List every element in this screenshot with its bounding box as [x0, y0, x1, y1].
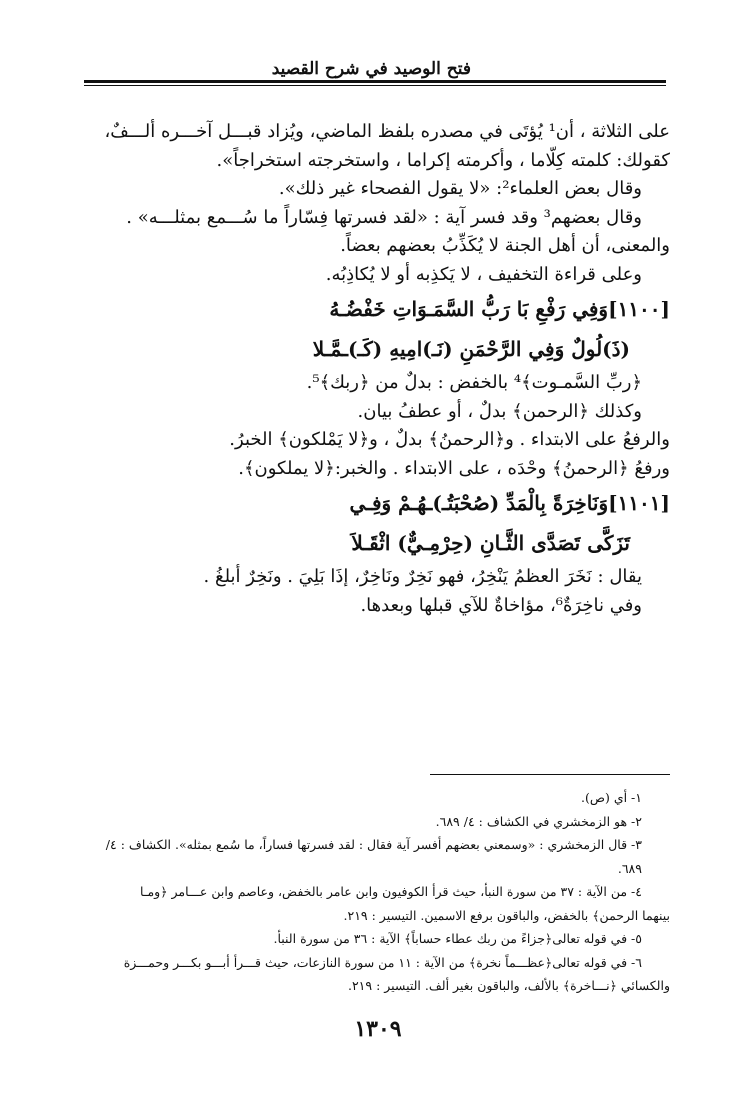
page-number: ١٣٠٩ [354, 1016, 402, 1042]
running-header [84, 58, 666, 88]
commentary-line: ورفعُ ﴿الرحمنُ﴾ وحْدَه ، على الابتداء . والخبر:﴿لا يملكون﴾. [238, 457, 670, 479]
text-line: كقولك: كلمته كِلّاما ، وأكرمته إكراما ، واستخرجته استخراجاً». [216, 149, 670, 171]
main-text [86, 118, 670, 620]
verse-1101-line-1: [١١٠١]وَنَاخِرَةً بِالْمَدِّ (صُحْبَتُـ)ـهُـمْ وَفِـي [349, 491, 670, 515]
running-title: فتح الوصيد في شرح القصيد [262, 58, 481, 80]
footnote: ٢- هو الزمخشري في الكشاف : ٤/ ٦٨٩. [435, 813, 642, 829]
commentary-line: والرفعُ على الابتداء . و﴿الرحمنُ﴾ بدلٌ ، و﴿لا يَمْلكون﴾ الخبرُ. [229, 429, 670, 450]
footnote: ٤- من الآية : ٣٧ من سورة النبأ، حيث قرأ الكوفيون وابن عامر بالخفض، وعاصم وابن عـــامر ﴿ومـا [140, 884, 642, 899]
footnote: ٦- في قوله تعالى﴿عظـــماً نخرة﴾ من الآية : ١١ من سورة النازعات، حيث قـــرأ أبـــو بكـــر وحمـــزة [123, 954, 642, 970]
commentary-line: وفي ناخِرَةٌ⁶، مؤاخاةٌ للآي قبلها وبعدها. [360, 594, 642, 616]
verse-1100-line-2: (ذَ)لُولٌ وَفِي الرَّحْمَنِ (نَـ)امِيهِ (كَـ)ـمَّـلا [312, 337, 630, 361]
footnotes [86, 786, 670, 998]
header-rule-thick [84, 80, 666, 83]
text-line: وقال بعض العلماء²: «لا يقول الفصحاء غير ذلك». [278, 178, 642, 199]
commentary-line: يقال : نَخَرَ العظمُ يَنْخِرُ، فهو نَخِرٌ ونَاخِرٌ، إذَا بَلِيَ . ونَخِرٌ أبلغُ . [203, 566, 642, 587]
commentary-line: وكذلك ﴿الرحمن﴾ بدلٌ ، أو عطفُ بيان. [357, 400, 642, 422]
footnote: ٥- في قوله تعالى﴿جزاءً من ربك عطاء حساباً﴾ الآية : ٣٦ من سورة النبأ. [273, 931, 642, 946]
verse-1100-line-1: [١١٠٠]وَفِي رَفْعِ بَا رَبُّ السَّمَـوَاتِ خَفْضُـهُ [329, 297, 670, 321]
text-line: والمعنى، أن أهل الجنة لا يُكَذِّبُ بعضهم بعضاً. [340, 235, 670, 256]
text-line: وعلى قراءة التخفيف ، لا يَكذِبه أو لا يُكاذِبُه. [325, 263, 642, 285]
commentary-line: ﴿ربِّ السَّمـوت﴾⁴ بالخفض : بدلٌ من ﴿ربك﴾⁵. [306, 372, 642, 393]
footnote: ٣- قال الزمخشري : «وسمعني بعضهم أفسر آية فقال : لقد فسرتها فساراً، ما سُمع بمثله». الكشاف : ٤/ ٦٨٩. [105, 837, 642, 876]
verse-1101-line-2: تَزَكَّى تَصَدَّى الثَّـانِ (حِرْمِـيٌّ) اثْقَـلاَ [351, 531, 630, 555]
footnote-continuation: بينهما الرحمن﴾ بالخفض، والباقون برفع الاسمين. التيسير : ٢١٩. [343, 907, 670, 923]
header-rule-thin [84, 85, 666, 86]
text-line: وقال بعضهم³ وقد فسر آية : «لقد فسرتها فِسّاراً ما سُـــمع بمثلـــه» . [126, 206, 642, 228]
footnote-continuation: والكسائي ﴿نـــاخرة﴾ بالألف، والباقون بغير ألف. التيسير : ٢١٩. [347, 978, 670, 993]
footnote: ١- أي (ص). [581, 790, 642, 805]
text-line: على الثلاثة ، أن¹ يُؤتَى في مصدره بلفظ الماضي، ويُزاد قبـــل آخـــره ألـــفٌ، [104, 121, 670, 142]
footnote-separator [430, 774, 670, 775]
